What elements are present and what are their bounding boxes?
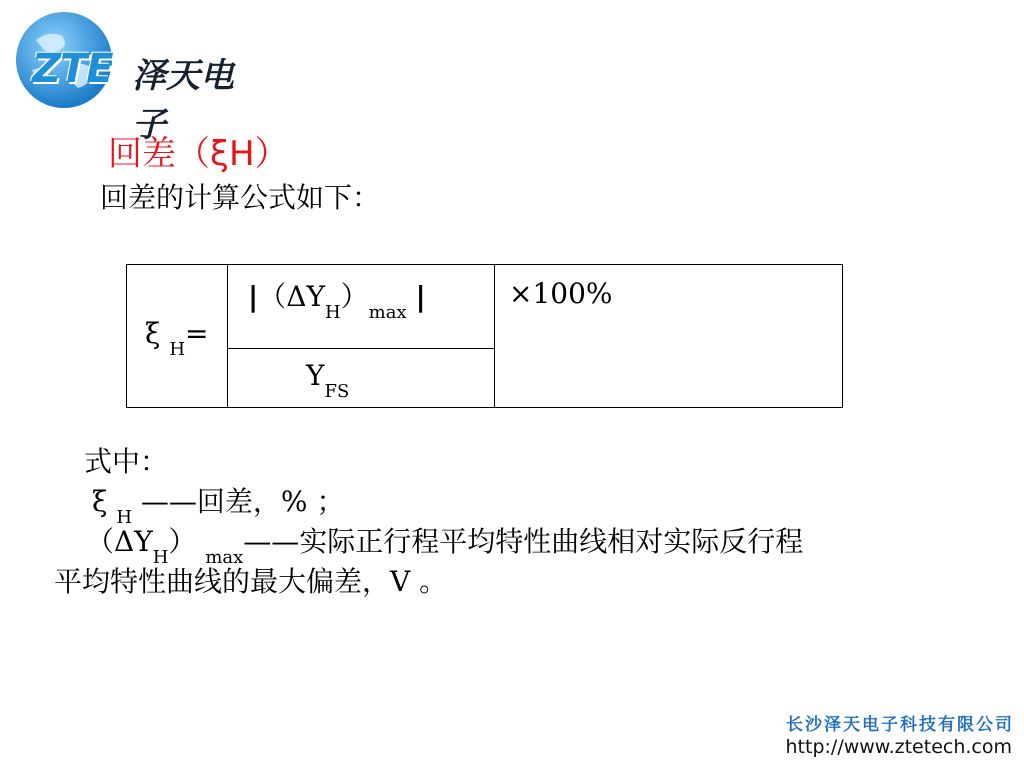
def2-sub-max: max: [205, 547, 244, 568]
formula-lhs-cell: [127, 265, 228, 408]
numerator-sub-h: H: [324, 302, 341, 323]
definition-hysteresis: [92, 480, 345, 528]
formula-table: [126, 264, 843, 408]
numerator-open: （ΔY: [258, 280, 325, 313]
slide-title: 回差（ξH）: [108, 134, 289, 174]
lhs-subscript: H: [169, 339, 186, 360]
def2-sub-h: H: [152, 547, 169, 568]
formula-multiplier-cell: [495, 265, 843, 408]
def1-text: ——回差，% ；: [132, 485, 345, 518]
abs-bar-left: |: [248, 280, 259, 313]
intro-text: 回差的计算公式如下：: [100, 181, 381, 214]
logo-brand-latin: ZTE: [32, 46, 113, 92]
def2-open: （ΔY: [86, 525, 153, 558]
numerator-close: ）: [340, 280, 369, 313]
company-logo: [12, 10, 262, 145]
formula-denominator: [306, 358, 350, 402]
formula-multiplier: ×100%: [509, 277, 613, 310]
denominator-subscript: FS: [324, 380, 350, 402]
formula-numerator-cell: [228, 265, 495, 349]
definition-max-deviation: [86, 520, 804, 568]
denominator-symbol: Y: [306, 358, 325, 392]
def1-symbol: ξ: [92, 485, 108, 518]
definition-max-deviation-cont: 平均特性曲线的最大偏差，V 。: [54, 565, 448, 598]
lhs-symbol: ξ: [145, 317, 161, 350]
formula-numerator: [248, 275, 426, 323]
def2-text: ——实际正行程平均特性曲线相对实际反行程: [243, 525, 804, 558]
def2-close: ）: [168, 525, 197, 558]
formula-lhs: [145, 317, 209, 360]
footer-url[interactable]: http://www.ztetech.com: [785, 736, 1012, 758]
numerator-sub-max: max: [368, 302, 407, 323]
logo-brand-chinese: 泽天电子: [132, 56, 234, 145]
def1-subscript: H: [116, 507, 133, 528]
where-label: 式中：: [84, 445, 169, 478]
formula-denominator-cell: [228, 348, 495, 407]
abs-bar-right: |: [415, 280, 426, 313]
footer-company: 长沙泽天电子科技有限公司: [786, 715, 1014, 735]
lhs-equals: =: [185, 317, 209, 350]
